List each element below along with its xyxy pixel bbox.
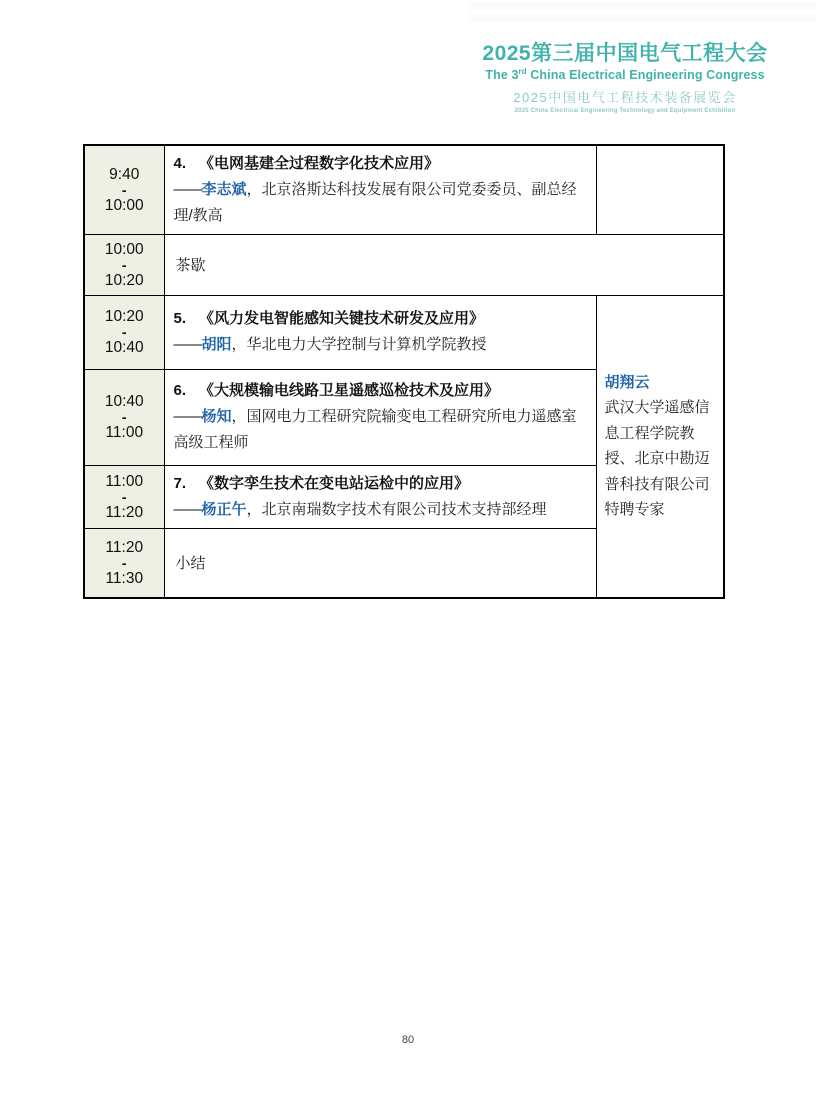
expo-title-cn: 2025中国电气工程技术装备展览会	[513, 89, 737, 105]
session-speaker-line	[174, 404, 586, 456]
time-end: 10:40	[104, 339, 144, 356]
time-start: 10:40	[104, 393, 144, 410]
guest-description: 武汉大学遥感信息工程学院教授、北京中勘迈普科技有限公司特聘专家	[604, 399, 710, 519]
time-cell	[84, 465, 164, 528]
speaker-name: 李志斌	[201, 180, 247, 198]
time-cell	[84, 234, 164, 295]
session-speaker-line	[174, 332, 586, 358]
session-cell	[164, 369, 596, 465]
session-cell	[164, 145, 596, 234]
session-title-text: 《数字孪生技术在变电站运检中的应用》	[199, 474, 470, 492]
dash: ——	[173, 336, 202, 353]
table-row	[84, 234, 724, 295]
session-title-text: 《电网基建全过程数字化技术应用》	[199, 154, 440, 172]
session-cell	[164, 295, 596, 369]
guest-name: 胡翔云	[604, 373, 650, 391]
congress-title-en-sup: rd	[518, 67, 527, 77]
comma: ，	[231, 408, 247, 425]
time-cell	[84, 145, 164, 234]
page-number: 80	[401, 1034, 415, 1046]
time-cell	[84, 369, 164, 465]
time-end: 11:00	[105, 424, 144, 441]
session-title-text: 《大规模输电线路卫星遥感巡检技术及应用》	[199, 382, 500, 399]
session-speaker-line	[174, 497, 586, 523]
speaker-name: 胡阳	[201, 336, 232, 353]
session-title	[174, 378, 586, 404]
time-end: 10:00	[104, 196, 144, 214]
decorative-strip	[468, 14, 816, 22]
time-end: 10:20	[104, 271, 144, 289]
time-cell	[84, 528, 164, 598]
table-row	[84, 295, 724, 369]
congress-title-en-post: China Electrical Engineering Congress	[526, 68, 765, 83]
speaker-affiliation: 北京洛斯达科技发展有限公司党委委员、副总经理/教高	[173, 180, 577, 224]
time-dash: -	[121, 324, 127, 340]
comma: ，	[246, 500, 262, 518]
time-cell	[84, 295, 164, 369]
comma: ，	[246, 180, 262, 198]
speaker-affiliation: 北京南瑞数字技术有限公司技术支持部经理	[261, 500, 547, 518]
speaker-affiliation: 国网电力工程研究院输变电工程研究所电力遥感室高级工程师	[173, 408, 577, 451]
dash: ——	[173, 408, 202, 425]
empty-side-cell	[596, 145, 724, 234]
time-dash: -	[121, 488, 127, 505]
time-start: 10:00	[104, 240, 144, 258]
congress-logo	[455, 42, 795, 115]
time-dash: -	[121, 409, 127, 425]
congress-title-en-pre: The 3	[485, 68, 519, 83]
session-title-text: 《风力发电智能感知关键技术研发及应用》	[199, 310, 485, 327]
time-end: 11:30	[105, 569, 144, 587]
time-dash: -	[121, 181, 127, 198]
time-start: 11:20	[105, 538, 144, 556]
speaker-affiliation: 华北电力大学控制与计算机学院教授	[246, 336, 487, 353]
session-number: 6.	[173, 382, 187, 399]
guest-cell	[596, 295, 724, 598]
session-number: 7.	[173, 474, 187, 492]
dash: ——	[173, 500, 202, 518]
time-start: 10:20	[104, 308, 144, 325]
time-end: 11:20	[105, 503, 144, 521]
session-cell	[164, 465, 596, 528]
decorative-strip	[468, 2, 816, 9]
session-number: 4.	[173, 154, 187, 172]
speaker-name: 杨正午	[201, 500, 247, 518]
break-cell: 茶歇	[164, 234, 724, 295]
congress-title-cn: 2025第三届中国电气工程大会	[482, 42, 768, 65]
agenda-table	[83, 144, 725, 599]
session-title	[174, 471, 586, 497]
congress-title-en	[455, 67, 795, 83]
time-start: 11:00	[105, 472, 144, 490]
summary-cell: 小结	[164, 528, 596, 598]
session-number: 5.	[173, 310, 187, 327]
session-speaker-line	[174, 177, 586, 229]
session-title	[174, 151, 586, 177]
expo-title-en: 2025 China Electrical Engineering Technology and Equipment Exhibition	[514, 107, 736, 114]
comma: ，	[231, 336, 247, 353]
session-title	[174, 306, 586, 332]
speaker-name: 杨知	[201, 408, 232, 425]
dash: ——	[173, 180, 202, 198]
time-dash: -	[121, 554, 127, 571]
time-start: 9:40	[109, 165, 140, 183]
table-row	[84, 145, 724, 234]
time-dash: -	[121, 256, 127, 273]
